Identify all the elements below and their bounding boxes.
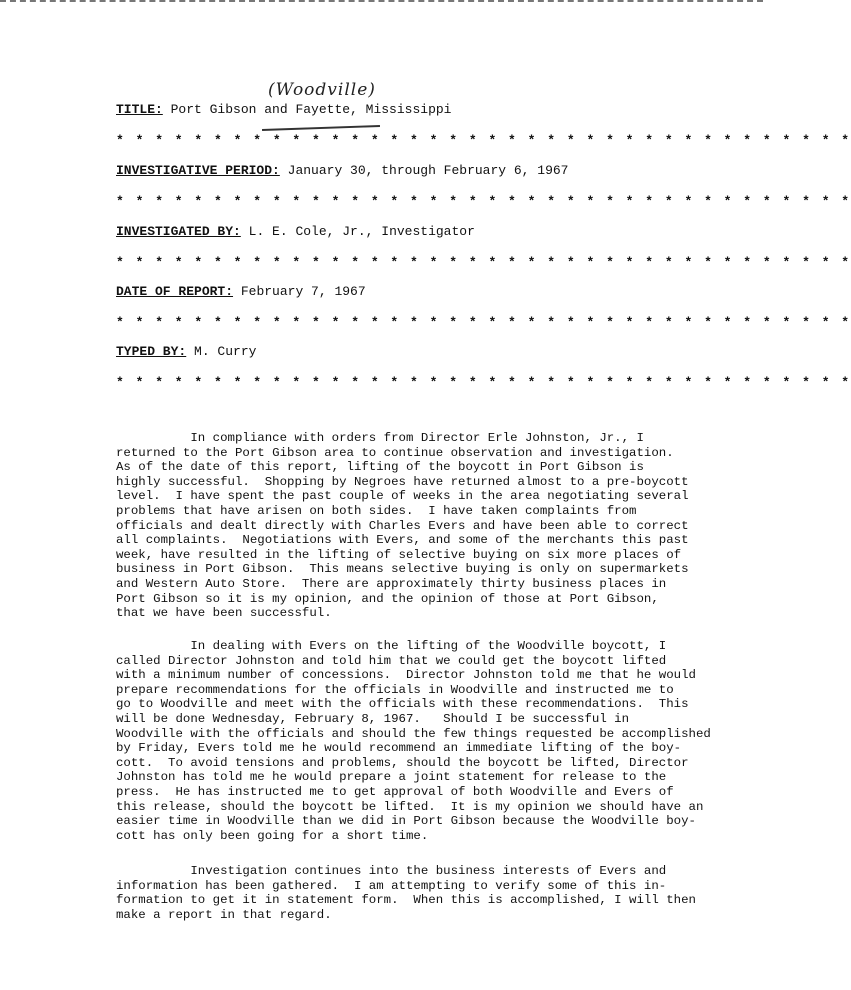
separator-1: * * * * * * * * * * * * * * * * * * * * * * * * * * * * * * * * * * * * * * <box>116 133 851 148</box>
separator-3: * * * * * * * * * * * * * * * * * * * * * * * * * * * * * * * * * * * * * * <box>116 255 851 270</box>
typed-value: M. Curry <box>194 344 257 359</box>
separator-4: * * * * * * * * * * * * * * * * * * * * * * * * * * * * * * * * * * * * * * <box>116 315 851 330</box>
separator-5: * * * * * * * * * * * * * * * * * * * * * * * * * * * * * * * * * * * * * * <box>116 375 851 390</box>
handwritten-note: (Woodville) <box>268 80 376 100</box>
separator-2: * * * * * * * * * * * * * * * * * * * * * * * * * * * * * * * * * * * * * * <box>116 194 851 209</box>
handwritten-underline <box>262 125 380 131</box>
investigated-field <box>116 224 475 240</box>
typed-label: TYPED BY: <box>116 344 187 359</box>
scan-edge-line <box>0 0 763 6</box>
title-field <box>116 102 451 118</box>
typed-field <box>116 344 256 360</box>
investigated-label: INVESTIGATED BY: <box>116 224 241 239</box>
period-field <box>116 163 569 179</box>
period-value: January 30, through February 6, 1967 <box>287 163 569 178</box>
title-label: TITLE: <box>116 102 163 117</box>
body-paragraph-1: In compliance with orders from Director Erle Johnston, Jr., I returned to the Port Gibson area to continue observation and investigation. As of the date of this report, lifting of the boycott in Port Gibson is highly successful. Shopping by Negroes have returned almost to a pre-boycott level. I have spent the past couple of weeks in the area negotiating several problems that have arisen on both sides. I have taken complaints from officials and dealt directly with Charles Evers and have been able to correct all complaints. Negotiations with Evers, and some of the merchants this past week, have resulted in the lifting of selective buying on six more places of business in Port Gibson. This means selective buying is only on supermarkets and Western Auto Store. There are approximately thirty business places in Port Gibson so it is my opinion, and the opinion of those at Port Gibson, that we have been successful. <box>116 431 689 621</box>
body-paragraph-3: Investigation continues into the business interests of Evers and information has been gathered. I am attempting to verify some of this in- formation to get it in statement form. When this is accomplished, I will then make a report in that regard. <box>116 864 696 922</box>
title-value: Port Gibson and Fayette, Mississippi <box>170 102 452 117</box>
report-date-value: February 7, 1967 <box>240 284 366 299</box>
report-date-field <box>116 284 366 300</box>
period-label: INVESTIGATIVE PERIOD: <box>116 163 280 178</box>
investigated-value: L. E. Cole, Jr., Investigator <box>248 224 475 239</box>
report-date-label: DATE OF REPORT: <box>116 284 234 299</box>
body-paragraph-2: In dealing with Evers on the lifting of the Woodville boycott, I called Director Johnston and told him that we could get the boycott lifted with a minimum number of concessions. Director Johnston told me that he would prepare recommendations for the officials in Woodville and instructed me to go to Woodville and meet with the officials with these recommendations. This will be done Wednesday, February 8, 1967. Should I be successful in Woodville with the officials and should the few things requested be accomplished by Friday, Evers told me he would recommend an immediate lifting of the boy- cott. To avoid tensions and problems, should the boycott be lifted, Director Johnston has told me he would prepare a joint statement for release to the press. He has instructed me to get approval of both Woodville and Evers of this release, should the boycott be lifted. It is my opinion we should have an easier time in Woodville than we did in Port Gibson because the Woodville boy- cott has only been going for a short time. <box>116 639 711 843</box>
